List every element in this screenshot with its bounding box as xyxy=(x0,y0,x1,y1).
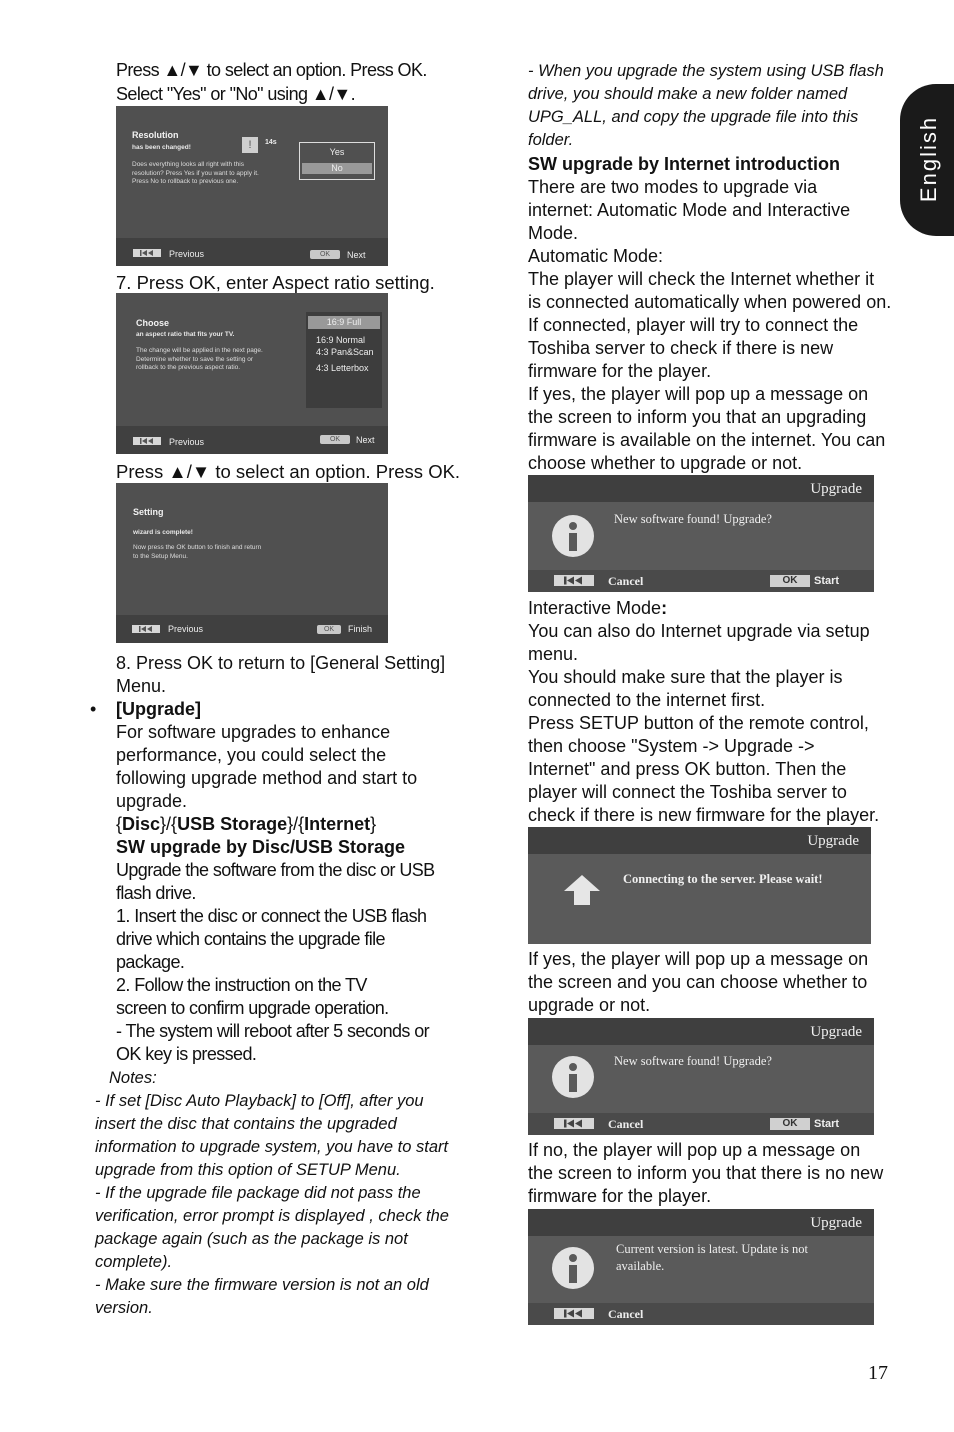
screen-body: Now press the OK button to finish and return to the Setup Menu. xyxy=(133,544,262,560)
option-4-3-letterbox[interactable]: 4:3 Letterbox xyxy=(316,363,369,373)
upgrade-dialog-new-software xyxy=(528,475,874,592)
cancel-button[interactable]: Cancel xyxy=(608,574,644,588)
setting-complete-screen xyxy=(116,483,388,643)
upgrade-dialog-connecting xyxy=(528,827,871,944)
start-button[interactable]: Start xyxy=(814,575,840,587)
screen-footer xyxy=(116,426,388,454)
dialog-header xyxy=(528,827,871,854)
screen-title: Setting xyxy=(133,507,164,517)
dialog-title: Upgrade xyxy=(807,833,859,849)
usb-folder-note: - When you upgrade the system using USB flash drive, you should make a new folder named UPG_ALL, and copy the upgrade file into this folder. xyxy=(528,62,884,149)
dialog-title: Upgrade xyxy=(810,481,862,497)
previous-label: Previous xyxy=(168,624,204,634)
previous-key-icon xyxy=(132,625,160,633)
instruction-select-yes-no: Select "Yes" or "No" using ▲/▼. xyxy=(116,84,356,104)
screen-body: Does everything looks all right with this resolution? Press Yes if you want to apply it. Press No to rollback to previous one. xyxy=(132,161,259,185)
dialog-message: New software found! Upgrade? xyxy=(614,1054,772,1068)
upgrade-dialog-latest xyxy=(528,1209,874,1325)
dialog-footer xyxy=(528,570,874,592)
ok-key: OK xyxy=(770,1118,810,1130)
language-tab-label: English xyxy=(916,115,941,203)
screen-subtitle: an aspect ratio that fits your TV. xyxy=(136,331,235,338)
screen-footer xyxy=(116,238,388,266)
previous-key-icon xyxy=(554,1308,594,1319)
step-7: 7. Press OK, enter Aspect ratio setting. xyxy=(116,272,435,293)
screen-subtitle: wizard is complete! xyxy=(133,529,193,536)
yes-text: If yes, the player will pop up a message on the screen and you can choose whether to upgrade or not. xyxy=(528,949,869,1015)
interactive-mode-label xyxy=(528,597,667,620)
interactive-mode-text-body: You can also do Internet upgrade via setup menu. You should make sure that the player is connected to the internet first. Press SETUP button of the remote control, then choose "System -> Upgrade -> Internet" and press OK button. Then the player will connect the Toshiba server to check if there is new firmware for the player. xyxy=(528,621,880,825)
screen-body: The change will be applied in the next page. Determine whether to save the setting or rollback to the previous aspect ratio. xyxy=(136,347,263,371)
step-8-line-1: 8. Press OK to return to [General Setting] xyxy=(116,653,446,673)
no-text: If no, the player will pop up a message on the screen to inform you that there is no new firmware for the player. xyxy=(528,1140,884,1206)
info-icon xyxy=(552,515,594,557)
screen-title: Choose xyxy=(136,318,170,328)
interactive-mode-text: Interactive Mode xyxy=(528,598,662,618)
ok-key: OK xyxy=(317,625,341,634)
option-16-9-full[interactable]: 16:9 Full xyxy=(308,316,380,329)
screen-footer xyxy=(116,615,388,643)
previous-label: Previous xyxy=(169,249,205,259)
option-yes[interactable]: Yes xyxy=(329,147,345,157)
disc-usb-heading: SW upgrade by Disc/USB Storage xyxy=(116,837,406,857)
internet-text: There are two modes to upgrade via internet: Automatic Mode and Interactive Mode. Automatic Mode: The player will check the Internet whether it is connected automatically when powered on. If connected, player will try to connect the Toshiba server to check if there is new firmware for the player. If yes, the player will pop up a message on the screen to inform you that an upgrading firmware is available on the internet. You can choose whether to upgrade or not. xyxy=(528,177,892,473)
upgrade-intro: For software upgrades to enhance performance, you could select the following upgrade method and start to upgrade. xyxy=(116,722,418,811)
upgrade-heading: [Upgrade] xyxy=(116,699,201,719)
ok-key: OK xyxy=(320,435,350,444)
screen-subtitle: has been changed! xyxy=(132,144,191,151)
dialog-message: Connecting to the server. Please wait! xyxy=(623,872,823,886)
warning-icon: ! xyxy=(242,137,258,153)
info-icon xyxy=(552,1247,594,1289)
dialog-header xyxy=(528,1209,874,1236)
aspect-options-list xyxy=(306,312,382,408)
dialog-header xyxy=(528,1018,874,1045)
dialog-footer xyxy=(528,1113,874,1135)
start-button[interactable]: Start xyxy=(814,1118,840,1130)
dialog-message: New software found! Upgrade? xyxy=(614,512,772,526)
aspect-ratio-screen xyxy=(116,293,388,454)
resolution-screen xyxy=(116,106,388,266)
dialog-header xyxy=(528,475,874,502)
brace: } xyxy=(370,814,377,834)
bullet: • xyxy=(90,699,97,719)
step-8-line-2: Menu. xyxy=(116,676,167,696)
colon: : xyxy=(661,598,668,618)
dialog-message: Current version is latest. Update is not available. xyxy=(616,1242,808,1273)
upgrade-dialog-new-software-2 xyxy=(528,1018,874,1135)
ok-key: OK xyxy=(770,575,810,587)
dialog-title: Upgrade xyxy=(810,1024,862,1040)
ok-key: OK xyxy=(310,250,340,259)
finish-label: Finish xyxy=(348,624,373,634)
internet-heading: SW upgrade by Internet introduction xyxy=(528,154,840,174)
dialog-footer xyxy=(528,1303,874,1325)
option-4-3-pan-scan[interactable]: 4:3 Pan&Scan xyxy=(316,347,374,357)
option-16-9-normal[interactable]: 16:9 Normal xyxy=(316,335,366,345)
page-number: 17 xyxy=(868,1362,888,1384)
previous-key-icon xyxy=(133,437,161,445)
yes-no-options xyxy=(299,142,375,180)
notes-text: - If set [Disc Auto Playback] to [Off], after you insert the disc that contains the upgraded information to upgrade system, you have to start upgrade from this option of SETUP Menu. - If the upgrade file package did not pass the verification, error prompt is displayed , check the package again (such as the package is not complete). - Make sure the firmware version is not an old version. xyxy=(95,1092,449,1317)
previous-label: Previous xyxy=(169,437,205,447)
upgrade-methods xyxy=(116,813,376,836)
separator: }/{ xyxy=(160,814,178,834)
disc-usb-text: Upgrade the software from the disc or USB flash drive. 1. Insert the disc or connect the USB flash drive which contains the upgrade file package. 2. Follow the instruction on the TV screen to confirm upgrade operation. - The system will reboot after 5 seconds or OK key is pressed. xyxy=(116,860,435,1064)
method-internet: Internet xyxy=(304,814,371,834)
instruction-press-select-2: Press ▲/▼ to select an option. Press OK. xyxy=(116,461,461,482)
screen-title: Resolution xyxy=(132,130,179,140)
upload-arrow-icon xyxy=(564,875,600,912)
method-disc: Disc xyxy=(122,814,161,834)
cancel-button[interactable]: Cancel xyxy=(608,1117,644,1131)
info-icon xyxy=(552,1056,594,1098)
method-usb-storage: USB Storage xyxy=(177,814,288,834)
previous-key-icon xyxy=(554,1118,594,1129)
previous-key-icon xyxy=(133,249,161,257)
dialog-title: Upgrade xyxy=(810,1215,862,1231)
language-tab xyxy=(900,84,954,236)
instruction-press-select: Press ▲/▼ to select an option. Press OK. xyxy=(116,60,427,80)
countdown-timer: 14s xyxy=(265,139,277,146)
next-label: Next xyxy=(347,250,366,260)
next-label: Next xyxy=(356,435,375,445)
previous-key-icon xyxy=(554,575,594,586)
brace: { xyxy=(116,814,123,834)
separator: }/{ xyxy=(287,814,305,834)
cancel-button[interactable]: Cancel xyxy=(608,1307,644,1321)
option-no[interactable]: No xyxy=(302,163,372,174)
notes-label: Notes: xyxy=(109,1069,157,1087)
